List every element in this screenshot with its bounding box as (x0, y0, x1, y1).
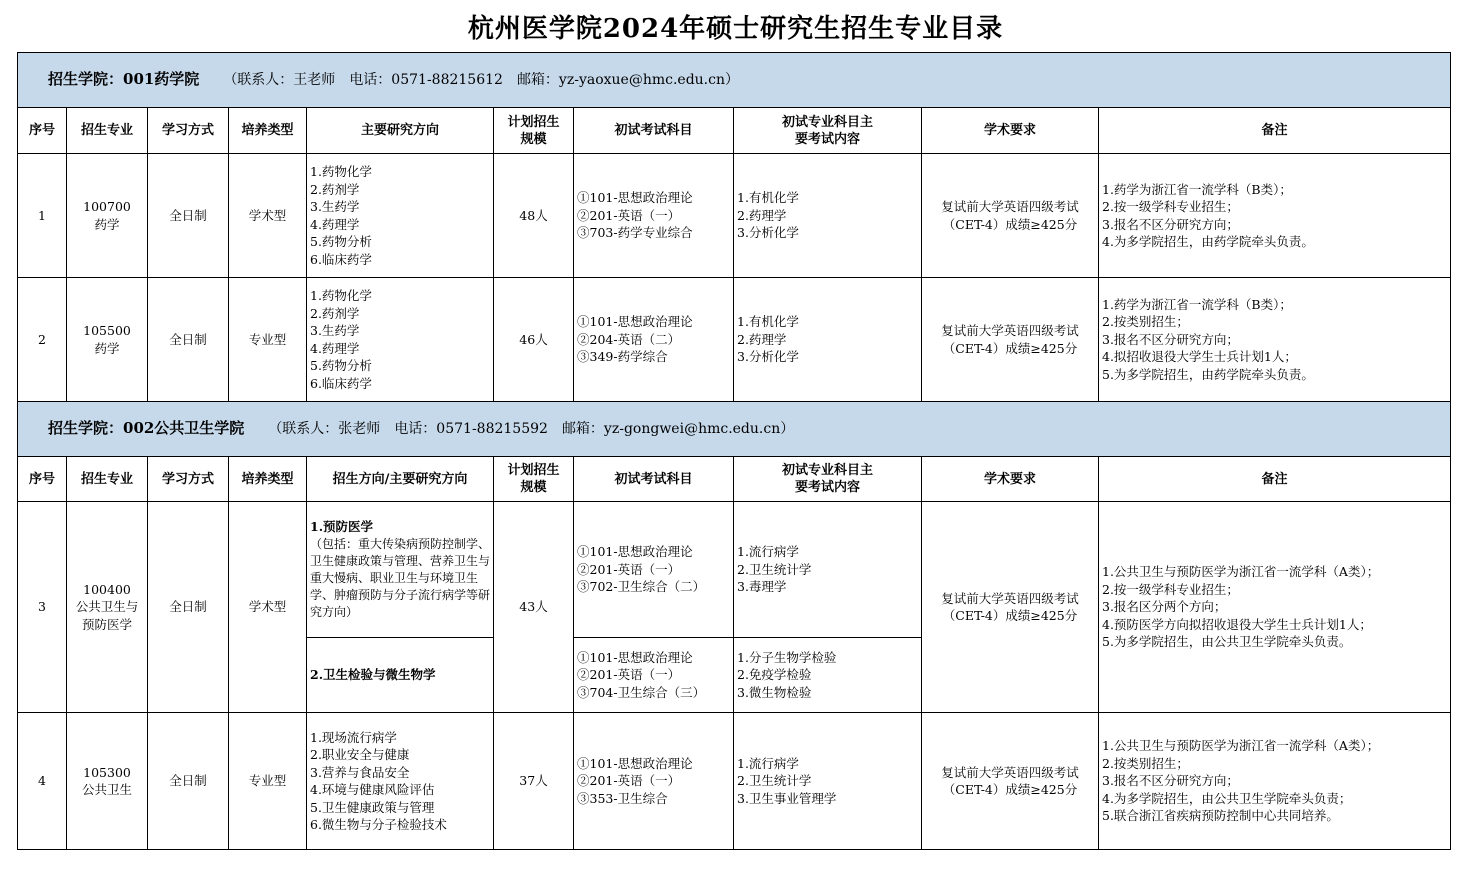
header-exams: 初试考试科目 (574, 108, 734, 154)
catalog-table (17, 52, 1451, 850)
table-header-row (18, 457, 1451, 502)
header-no: 序号 (18, 457, 67, 502)
row-exams-b: ①101-思想政治理论 ②201-英语（一） ③704-卫生综合（三） (574, 638, 734, 713)
row-exams: ①101-思想政治理论 ②201-英语（一） ③353-卫生综合 (574, 713, 734, 850)
header-exam-content: 初试专业科目主要考试内容 (734, 108, 922, 154)
row-notes: 1.药学为浙江省一流学科（B类）； 2.按一级学科专业招生； 3.报名不区分研究方向； 4.为多学院招生，由药学院牵头负责。 (1099, 154, 1451, 278)
row-notes: 1.药学为浙江省一流学科（B类）； 2.按类别招生； 3.报名不区分研究方向； 4.拟招收退役大学生士兵计划1人； 5.为多学院招生，由药学院牵头负责。 (1099, 278, 1451, 402)
header-notes: 备注 (1099, 108, 1451, 154)
row-mode: 全日制 (148, 154, 229, 278)
row-directions: 1.药物化学 2.药剂学 3.生药学 4.药理学 5.药物分析 6.临床药学 (307, 154, 494, 278)
header-notes: 备注 (1099, 457, 1451, 502)
college-email: 邮箱：yz-yaoxue@hmc.edu.cn） (516, 71, 739, 88)
row-no: 1 (18, 154, 67, 278)
table-row (18, 154, 1451, 278)
row-exam-content-b: 1.分子生物学检验 2.免疫学检验 3.微生物检验 (734, 638, 922, 713)
row-exam-content-a: 1.流行病学 2.卫生统计学 3.毒理学 (734, 502, 922, 638)
row-exam-content: 1.有机化学 2.药理学 3.分析化学 (734, 154, 922, 278)
row-no: 3 (18, 502, 67, 713)
header-major: 招生专业 (67, 457, 148, 502)
table-row (18, 278, 1451, 402)
row-academic: 复试前大学英语四级考试 （CET-4）成绩≥425分 (922, 502, 1099, 713)
row-exam-content: 1.有机化学 2.药理学 3.分析化学 (734, 278, 922, 402)
row-quota: 48人 (494, 154, 574, 278)
row-notes: 1.公共卫生与预防医学为浙江省一流学科（A类）； 2.按一级学科专业招生； 3.报名区分两个方向； 4.预防医学方向拟招收退役大学生士兵计划1人； 5.为多学院招生，由公共卫生学院牵头负责。 (1099, 502, 1451, 713)
row-type: 专业型 (229, 278, 307, 402)
row-direction-a: 1.预防医学 （包括：重大传染病预防控制学、卫生健康政策与管理、营养卫生与重大慢病、职业卫生与环境卫生学、肿瘤预防与分子流行病学等研究方向） (307, 502, 494, 638)
row-exam-content: 1.流行病学 2.卫生统计学 3.卫生事业管理学 (734, 713, 922, 850)
page-title: 杭州医学院2024年硕士研究生招生专业目录 (467, 14, 1004, 44)
row-type: 学术型 (229, 502, 307, 713)
row-academic: 复试前大学英语四级考试 （CET-4）成绩≥425分 (922, 154, 1099, 278)
row-mode: 全日制 (148, 502, 229, 713)
table-row (18, 713, 1451, 850)
header-exam-content: 初试专业科目主要考试内容 (734, 457, 922, 502)
header-type: 培养类型 (229, 108, 307, 154)
row-exams: ①101-思想政治理论 ②204-英语（二） ③349-药学综合 (574, 278, 734, 402)
row-direction-b: 2.卫生检验与微生物学 (307, 638, 494, 713)
header-academic: 学术要求 (922, 457, 1099, 502)
header-no: 序号 (18, 108, 67, 154)
row-notes: 1.公共卫生与预防医学为浙江省一流学科（A类）； 2.按类别招生； 3.报名不区分研究方向； 4.为多学院招生，由公共卫生学院牵头负责； 5.联合浙江省疾病预防控制中心共同培养。 (1099, 713, 1451, 850)
college-email: 邮箱：yz-gongwei@hmc.edu.cn） (561, 420, 795, 437)
college-banner-001 (18, 53, 1451, 108)
header-type: 培养类型 (229, 457, 307, 502)
row-no: 4 (18, 713, 67, 850)
college-phone: 电话：0571-88215612 (349, 71, 503, 88)
row-mode: 全日制 (148, 278, 229, 402)
college-name: 招生学院：002公共卫生学院 (48, 418, 245, 437)
college-contact: （联系人：王老师 (223, 71, 336, 88)
header-exams: 初试考试科目 (574, 457, 734, 502)
header-quota: 计划招生规模 (494, 108, 574, 154)
row-quota: 46人 (494, 278, 574, 402)
row-no: 2 (18, 278, 67, 402)
row-type: 专业型 (229, 713, 307, 850)
row-major: 105300 公共卫生 (67, 713, 148, 850)
row-quota: 43人 (494, 502, 574, 713)
header-directions: 主要研究方向 (307, 108, 494, 154)
college-contact: （联系人：张老师 (268, 420, 381, 437)
row-quota: 37人 (494, 713, 574, 850)
row-academic: 复试前大学英语四级考试 （CET-4）成绩≥425分 (922, 278, 1099, 402)
header-quota: 计划招生规模 (494, 457, 574, 502)
table-header-row (18, 108, 1451, 154)
header-directions: 招生方向/主要研究方向 (307, 457, 494, 502)
header-mode: 学习方式 (148, 457, 229, 502)
college-banner-002 (18, 402, 1451, 457)
college-phone: 电话：0571-88215592 (394, 420, 548, 437)
row-exams: ①101-思想政治理论 ②201-英语（一） ③703-药学专业综合 (574, 154, 734, 278)
row-exams-a: ①101-思想政治理论 ②201-英语（一） ③702-卫生综合（二） (574, 502, 734, 638)
row-academic: 复试前大学英语四级考试 （CET-4）成绩≥425分 (922, 713, 1099, 850)
header-academic: 学术要求 (922, 108, 1099, 154)
row-mode: 全日制 (148, 713, 229, 850)
college-name: 招生学院：001药学院 (48, 69, 200, 88)
row-directions: 1.药物化学 2.药剂学 3.生药学 4.药理学 5.药物分析 6.临床药学 (307, 278, 494, 402)
table-row (18, 502, 1451, 638)
header-mode: 学习方式 (148, 108, 229, 154)
row-major: 100400 公共卫生与预防医学 (67, 502, 148, 713)
row-major: 100700 药学 (67, 154, 148, 278)
row-directions: 1.现场流行病学 2.职业安全与健康 3.营养与食品安全 4.环境与健康风险评估 5.卫生健康政策与管理 6.微生物与分子检验技术 (307, 713, 494, 850)
row-major: 105500 药学 (67, 278, 148, 402)
row-type: 学术型 (229, 154, 307, 278)
header-major: 招生专业 (67, 108, 148, 154)
